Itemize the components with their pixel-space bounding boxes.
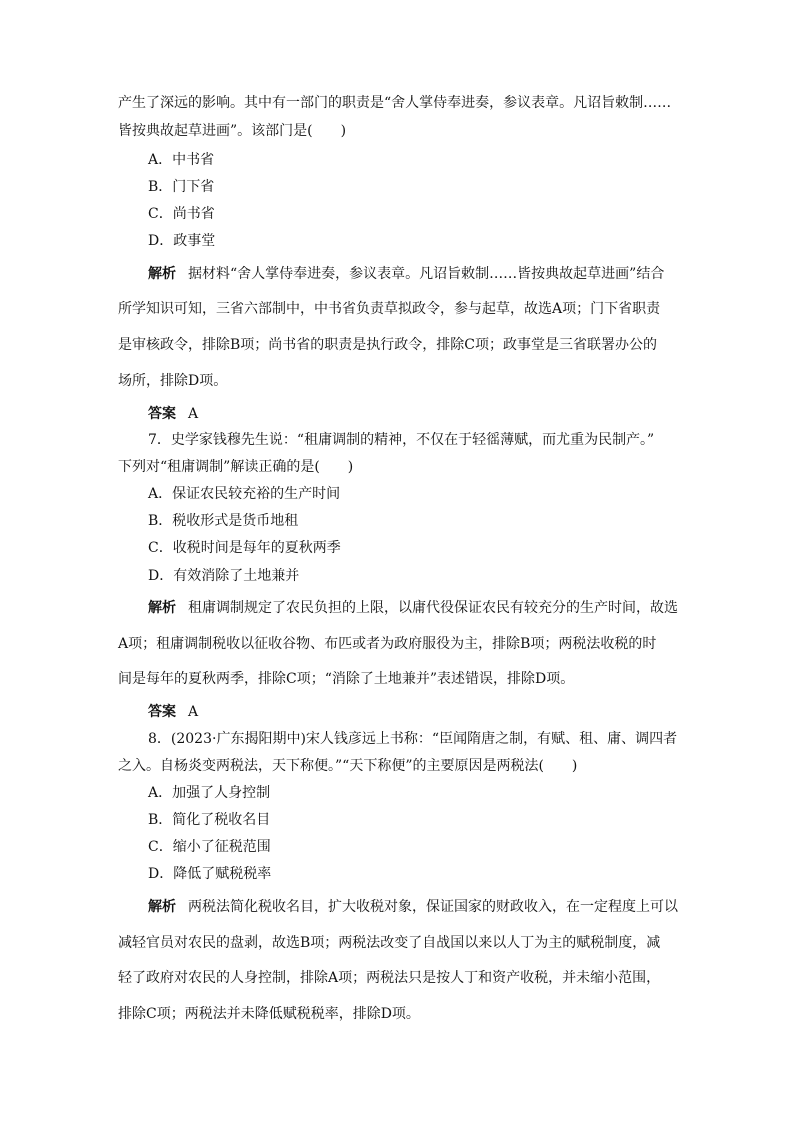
q7-option-d: D．有效消除了土地兼并: [148, 568, 300, 584]
q8-analysis-line-1: [148, 897, 708, 917]
q7-stem-line-1: 7．史学家钱穆先生说：“租庸调制的精神，不仅在于轻徭薄赋，而尤重为民制产。”: [148, 432, 655, 448]
q8-analysis-text-1: 两税法简化税收名目，扩大收税对象，保证国家的财政收入，在一定程度上可以: [188, 899, 678, 915]
q7-option-c: C．收税时间是每年的夏秋两季: [148, 540, 341, 556]
q6-analysis-line-2: 所学知识可知，三省六部制中，中书省负责草拟政令，参与起草，故选A项；门下省职责: [118, 301, 661, 317]
q7-analysis-text-1: 租庸调制规定了农民负担的上限，以庸代役保证农民有较充分的生产时间，故选: [188, 600, 678, 616]
q8-analysis-line-2: 减轻官员对农民的盘剥，故选B项；两税法改变了自战国以来以人丁为主的赋税制度，减: [118, 935, 661, 951]
q6-option-b: B．门下省: [148, 179, 215, 195]
q6-option-d: D．政事堂: [148, 233, 216, 249]
q6-option-a: A．中书省: [148, 152, 215, 168]
q7-analysis-line-2: A项；租庸调制税收以征收谷物、布匹或者为政府服役为主，排除B项；两税法收税的时: [118, 636, 657, 652]
q7-analysis-line-3: 间是每年的夏秋两季，排除C项；“消除了土地兼并”表述错误，排除D项。: [118, 671, 575, 687]
q8-analysis-label: 解析: [148, 899, 176, 915]
q7-option-a: A．保证农民较充裕的生产时间: [148, 486, 341, 502]
q7-stem-line-2: 下列对“租庸调制”解读正确的是( ): [118, 459, 354, 475]
q8-option-a: A．加强了人身控制: [148, 785, 271, 801]
q6-option-c: C．尚书省: [148, 206, 215, 222]
q6-answer-value: A: [188, 406, 199, 422]
q7-answer: [148, 702, 708, 722]
q8-analysis-line-3: 轻了政府对农民的人身控制，排除A项；两税法只是按人丁和资产收税，并未缩小范围，: [118, 970, 661, 986]
q7-analysis-label: 解析: [148, 600, 176, 616]
q6-analysis-line-3: 是审核政令，排除B项；尚书省的职责是执行政令，排除C项；政事堂是三省联署办公的: [118, 337, 657, 353]
q7-answer-value: A: [188, 704, 199, 720]
q6-answer-label: 答案: [148, 406, 176, 422]
q6-stem-line-2: 皆按典故起草进画”。该部门是( ): [118, 123, 347, 139]
q8-option-c: C．缩小了征税范围: [148, 839, 271, 855]
q7-answer-label: 答案: [148, 704, 176, 720]
q6-answer: [148, 404, 708, 424]
q8-stem-line-2: 之入。自杨炎变两税法，天下称便。”“天下称便”的主要原因是两税法( ): [118, 758, 578, 774]
q8-option-d: D．降低了赋税税率: [148, 866, 272, 882]
q6-analysis-label: 解析: [148, 266, 176, 282]
q8-option-b: B．简化了税收名目: [148, 812, 271, 828]
q8-stem-line-1: 8．(2023·广东揭阳期中)宋人钱彦远上书称：“臣闻隋唐之制，有赋、租、庸、调四者: [148, 731, 678, 747]
q8-analysis-line-4: 排除C项；两税法并未降低赋税税率，排除D项。: [118, 1006, 420, 1022]
q7-option-b: B．税收形式是货币地租: [148, 513, 299, 529]
q6-stem-line-1: 产生了深远的影响。其中有一部门的职责是“舍人掌侍奉进奏，参议表章。凡诏旨敕制……: [118, 95, 672, 111]
q6-analysis-line-1: [148, 264, 708, 284]
q7-analysis-line-1: [148, 598, 708, 618]
q6-analysis-text-1: 据材料“舍人掌侍奉进奏，参议表章。凡诏旨敕制……皆按典故起草进画”结合: [188, 266, 665, 282]
q6-analysis-line-4: 场所，排除D项。: [118, 373, 228, 389]
